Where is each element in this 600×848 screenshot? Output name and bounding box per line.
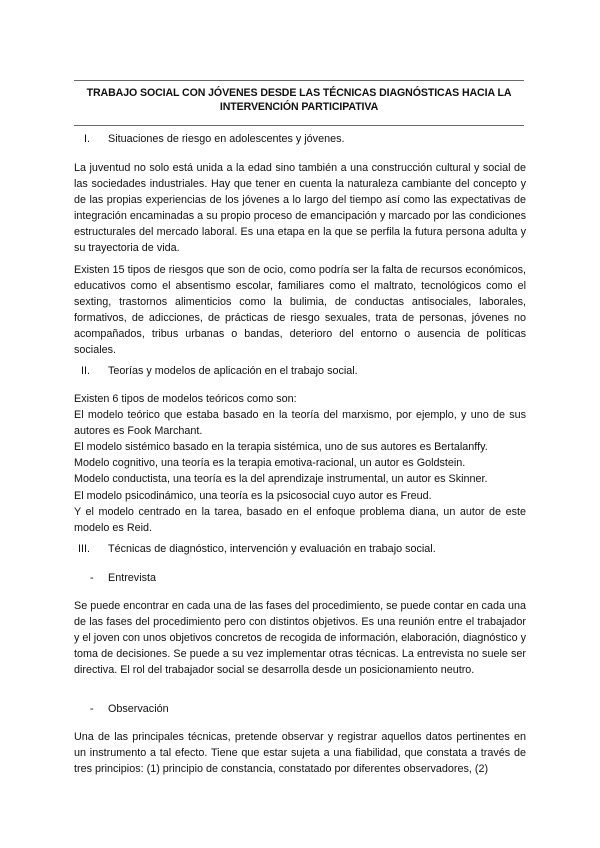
title-line-2: INTERVENCIÓN PARTICIPATIVA — [219, 101, 379, 113]
list-item: Modelo cognitivo, una teoría es la terapia emotiva-racional, un autor es Goldstein. — [74, 457, 466, 470]
document-title — [74, 86, 524, 114]
list-item: El modelo sistémico basado en la terapia sistémica, uno de sus autores es Bertalanffy. — [74, 441, 488, 454]
subsection-title: Observación — [108, 703, 169, 715]
list-item: El modelo psicodinámico, una teoría es la psicosocial cuyo autor es Freud. — [74, 489, 432, 502]
subsection-title: Entrevista — [108, 572, 157, 584]
section-number: I. — [84, 133, 90, 145]
title-bottom-rule — [74, 125, 524, 126]
list-item: Existen 6 tipos de modelos teóricos como son: — [74, 393, 297, 405]
bullet-dash: - — [90, 703, 94, 715]
paragraph-entrevista: Se puede encontrar en cada una de las fases del procedimiento, se puede contar en cada una de las fases del procedimiento pero con distintos objetivos. Es una reunión entre el trabajador y el joven con unos objetivos concretos de recogida de información, elaboración, diagnóstico y toma de decisiones. Se puede a su vez implementar otras técnicas. La entrevista no suele ser directiva. El rol del trabajador social se desarrolla desde un posicionamiento neutro. — [74, 600, 526, 677]
section-number: II. — [81, 365, 90, 377]
paragraph-riesgos: Existen 15 tipos de riesgos que son de ocio, como podría ser la falta de recursos económicos, educativos como el absentismo escolar, familiares como el maltrato, tecnológicos como el sexting, trastornos alimenticios como la bulimia, de conductas antisociales, laborales, formativos, de adicciones, de prácticas de riesgo sexuales, trata de personas, jóvenes no acompañados, tribus urbanas o bandas, deterioro del entorno o ausencia de políticas sociales. — [74, 264, 526, 357]
paragraph-observacion: Una de las principales técnicas, pretende observar y registrar aquellos datos pertinentes en un instrumento a tal efecto. Tiene que estar sujeta a una fiabilidad, que constata a través de tres principios: (1) principio de constancia, constatado por diferentes observadores, (2) — [74, 731, 526, 776]
section-title: Técnicas de diagnóstico, intervención y evaluación en trabajo social. — [108, 543, 436, 555]
section-title: Teorías y modelos de aplicación en el trabajo social. — [108, 365, 358, 377]
models-list — [74, 391, 526, 536]
list-item: Y el modelo centrado en la tarea, basado en el enfoque problema diana, un autor de este modelo es Reid. — [74, 505, 526, 534]
bullet-dash: - — [90, 572, 94, 584]
title-line-1: TRABAJO SOCIAL CON JÓVENES DESDE LAS TÉCNICAS DIAGNÓSTICAS HACIA LA — [86, 87, 512, 99]
list-item: Modelo conductista, una teoría es la del aprendizaje instrumental, un autor es Skinner. — [74, 473, 488, 486]
section-number: III. — [78, 543, 90, 555]
top-rule — [74, 80, 524, 81]
paragraph-juventud: La juventud no solo está unida a la edad sino también a una construcción cultural y social de las sociedades industriales. Hay que tener en cuenta la naturaleza cambiante del concepto y de las propias experiencias de los jóvenes a lo largo del tiempo así como las expectativas de integración encaminadas a su propio proceso de emancipación y marcado por las condiciones estructurales del mercado laboral. Es una etapa en la que se perfila la futura persona adulta y su trayectoria de vida. — [74, 162, 526, 255]
list-item: El modelo teórico que estaba basado en la teoría del marxismo, por ejemplo, y uno de sus autores es Fook Marchant. — [74, 409, 526, 438]
section-title: Situaciones de riesgo en adolescentes y jóvenes. — [108, 133, 345, 145]
